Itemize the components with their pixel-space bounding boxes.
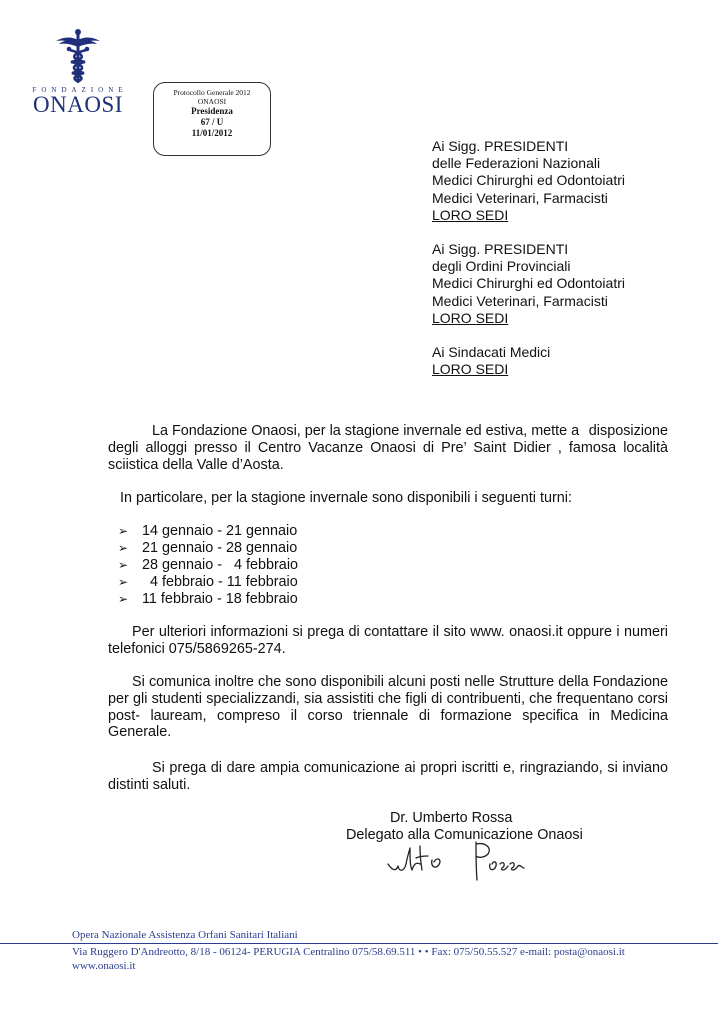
recipient-line: Ai Sindacati Medici bbox=[432, 344, 551, 361]
arrow-bullet-icon: ➢ bbox=[118, 558, 129, 572]
paragraph-intro-first-line: La Fondazione Onaosi, per la stagione invernale ed estiva, mette a bbox=[152, 423, 580, 439]
paragraph-students: Si comunica inoltre che sono disponibili alcuni posti nelle Strutture della Fondazione per gli studenti specializzandi, sia assistiti che figli di contribuenti, che frequentano corsi post- lauream, compreso il corso triennale di formazione specifica in Medicina Generale. bbox=[108, 674, 668, 741]
handwritten-signature bbox=[376, 834, 526, 882]
arrow-bullet-icon: ➢ bbox=[118, 541, 129, 555]
signatory-role: Delegato alla Comunicazione Onaosi bbox=[346, 827, 583, 843]
footer-organization: Opera Nazionale Assistenza Orfani Sanitari Italiani bbox=[72, 929, 298, 941]
logo-foundation-label: FONDAZIONE bbox=[32, 86, 128, 94]
recipient-unions bbox=[432, 344, 625, 378]
signatory-name: Dr. Umberto Rossa bbox=[390, 810, 513, 826]
recipient-sedi: LORO SEDI bbox=[432, 206, 509, 223]
list-item: ➢ 21 gennaio - 28 gennaio bbox=[118, 540, 298, 556]
recipient-federations bbox=[432, 138, 625, 224]
paragraph-intro-rest: disposizione degli alloggi presso il Centro Vacanze Onaosi di Pre’ Saint Didier , famosa località sciistica della Valle d’Aosta. bbox=[108, 423, 668, 473]
footer-website: www.onaosi.it bbox=[72, 959, 136, 972]
list-item: ➢ 4 febbraio - 11 febbraio bbox=[118, 574, 298, 590]
stamp-org: ONAOSI bbox=[197, 97, 227, 106]
footer-contacts bbox=[72, 946, 625, 973]
recipient-line: Medici Chirurghi ed Odontoiatri bbox=[432, 275, 625, 292]
recipients-block bbox=[432, 138, 625, 395]
logo-name: ONAOSI bbox=[33, 92, 123, 117]
arrow-bullet-icon: ➢ bbox=[118, 592, 129, 606]
stamp-number: 67 / U bbox=[200, 117, 224, 127]
recipient-line: degli Ordini Provinciali bbox=[432, 258, 571, 275]
recipient-line: Medici Chirurghi ed Odontoiatri bbox=[432, 172, 625, 189]
list-item: ➢ 28 gennaio - 4 febbraio bbox=[118, 557, 299, 573]
footer-address: Via Ruggero D'Andreotto, 8/18 - 06124- PERUGIA Centralino 075/58.69.511 • • Fax: 075/50.55.527 e-mail: posta@onaosi.it bbox=[72, 946, 625, 958]
protocol-stamp bbox=[153, 82, 271, 156]
recipient-line: Medici Veterinari, Farmacisti bbox=[432, 292, 608, 309]
list-item: ➢ 11 febbraio - 18 febbraio bbox=[118, 591, 298, 607]
recipient-sedi: LORO SEDI bbox=[432, 309, 509, 326]
paragraph-info: Per ulteriori informazioni si prega di contattare il sito www. onaosi.it oppure i numeri telefonici 075/5869265-274. bbox=[108, 624, 668, 657]
recipient-line: Medici Veterinari, Farmacisti bbox=[432, 189, 608, 206]
caduceus-icon bbox=[55, 28, 101, 84]
paragraph-turns-intro: In particolare, per la stagione invernale sono disponibili i seguenti turni: bbox=[120, 490, 572, 506]
recipient-line: delle Federazioni Nazionali bbox=[432, 155, 601, 172]
list-item: ➢ 14 gennaio - 21 gennaio bbox=[118, 523, 298, 539]
paragraph-intro bbox=[108, 423, 668, 473]
footer-divider bbox=[0, 943, 718, 944]
arrow-bullet-icon: ➢ bbox=[118, 524, 129, 538]
turns-list bbox=[118, 523, 298, 608]
arrow-bullet-icon: ➢ bbox=[118, 575, 129, 589]
onaosi-logo bbox=[28, 28, 128, 116]
stamp-office: Presidenza bbox=[191, 106, 233, 116]
recipient-orders bbox=[432, 241, 625, 327]
recipient-line: Ai Sigg. PRESIDENTI bbox=[432, 241, 569, 258]
stamp-title: Protocollo Generale 2012 bbox=[173, 88, 251, 97]
paragraph-closing: Si prega di dare ampia comunicazione ai propri iscritti e, ringraziando, si inviano distinti saluti. bbox=[108, 760, 668, 793]
recipient-line: Ai Sigg. PRESIDENTI bbox=[432, 138, 569, 154]
stamp-date: 11/01/2012 bbox=[191, 128, 233, 138]
recipient-sedi: LORO SEDI bbox=[432, 361, 509, 378]
